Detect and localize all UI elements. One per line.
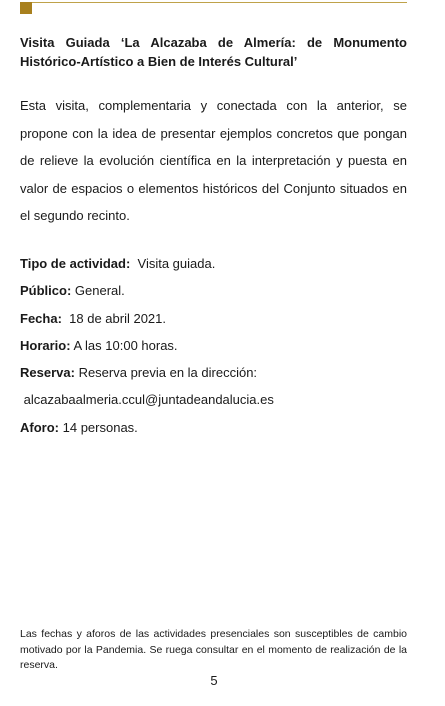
header-accent-square [20, 2, 32, 14]
aforo-label: Aforo: [20, 419, 59, 435]
detail-reserva [20, 363, 420, 390]
aforo-value: 14 personas. [62, 419, 138, 435]
publico-value: General. [74, 283, 125, 299]
fecha-label: Fecha: [20, 310, 62, 326]
fecha-value: 18 de abril 2021. [69, 310, 166, 326]
reserva-value: Reserva previa en la dirección: [78, 365, 258, 381]
tipo-value: Visita guiada. [137, 256, 216, 271]
activity-title: Visita Guiada ‘La Alcazaba de Almería: de Monumento Histórico-Artístico a Bien de Interés Cultural’ [20, 35, 407, 69]
tipo-label: Tipo de actividad: [20, 256, 131, 271]
activity-description: Esta visita, complementaria y conectada con la anterior, se propone con la idea de presentar ejemplos concretos que pongan de relieve la evolución científica en la interpretación y puesta en valor de espacios o elementos históricos del Conjunto situados en el segundo recinto. [20, 98, 407, 223]
publico-label: Público: [20, 283, 72, 299]
header-rule [32, 2, 407, 3]
reserva-label: Reserva: [20, 365, 75, 381]
horario-value: A las 10:00 horas. [73, 337, 178, 353]
detail-fecha [20, 309, 420, 336]
horario-label: Horario: [20, 337, 71, 353]
reservation-email-link[interactable]: alcazabaalmeria.ccul@juntadeandalucia.es [23, 392, 274, 408]
detail-tipo [20, 254, 420, 281]
footnote: Las fechas y aforos de las actividades presenciales son susceptibles de cambio motivado por la Pandemia. Se ruega consultar en el momento de realización de la reserva. [20, 628, 407, 671]
activity-details [20, 254, 420, 445]
detail-horario [20, 336, 420, 363]
detail-email [20, 390, 420, 417]
detail-aforo [20, 418, 420, 445]
detail-publico [20, 281, 420, 308]
page-number: 5 [210, 673, 218, 688]
